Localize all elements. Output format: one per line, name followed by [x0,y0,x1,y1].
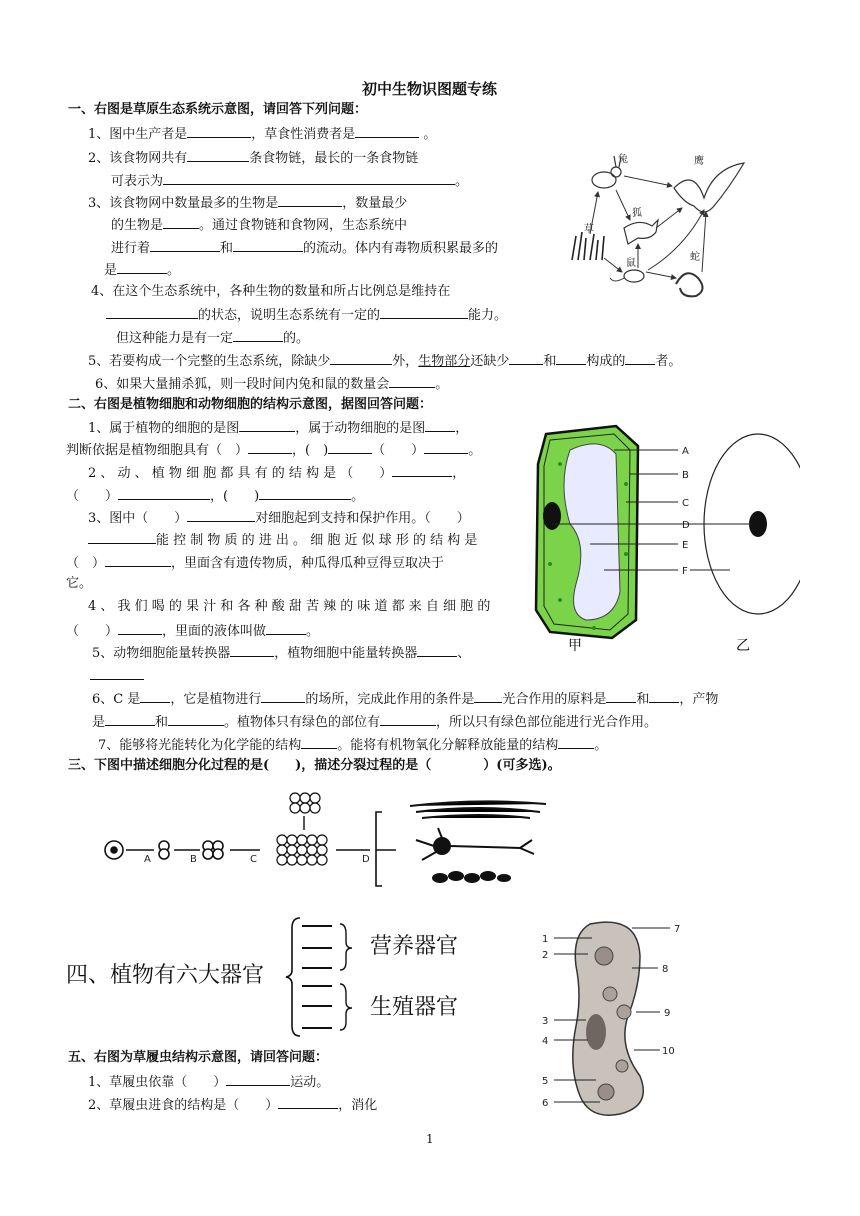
nutritive-organs-label: 营养器官 [370,934,459,959]
svg-text:3: 3 [542,1016,549,1027]
svg-text:9: 9 [664,1008,671,1019]
nerve-tissue [416,828,534,860]
label-b: B [682,470,689,481]
s1-question-3-cont-3: 是 。 [104,260,180,280]
s2-line-13: 6、C 是 ，它是植物进行 的场所，完成此作用的条件是 光合作用的原料是 和 ，产物 [92,689,718,709]
section-3-heading: 三、下图中描述细胞分化过程的是( )，描述分裂过程的是（ ）(可多选)。 [68,758,561,773]
caption-animal: 乙 [736,638,750,654]
grass-icon [572,222,604,260]
svg-text:7: 7 [674,924,681,935]
s1-question-3: 3、该食物网中数量最多的生物是 ，数量最少 [88,193,407,213]
section-4-heading: 四、植物有六大器官 [66,963,265,988]
s2-line-8: 它。 [66,576,93,591]
paramecium-figure [540,916,690,1118]
section-2-heading: 二、右图是植物细胞和动物细胞的结构示意图，据图回答问题： [68,397,433,412]
s1-question-6: 6、如果大量捕杀狐，则一段时间内兔和鼠的数量会 。 [95,374,448,394]
s2-line-9: 4 、 我 们 喝 的 果 汁 和 各 种 酸 甜 苦 辣 的 味 道 都 来 自 细 胞 的 [88,599,491,614]
svg-text:C: C [250,854,257,865]
svg-text:草: 草 [584,224,594,235]
caption-plant: 甲 [568,638,582,654]
svg-text:兔: 兔 [618,154,628,165]
svg-text:狐: 狐 [632,208,642,219]
s1-question-4: 4、在这个生态系统中，各种生物的数量和所占比例总是维持在 [91,284,451,299]
svg-text:鼠: 鼠 [626,258,636,269]
svg-text:D: D [362,854,370,865]
page-number: 1 [426,1132,434,1146]
s2-line-12 [90,666,144,686]
s2-line-14: 是 和 。植物体只有绿色的部位有 ，所以只有绿色部位能进行光合作用。 [92,712,657,732]
label-c: C [682,498,689,509]
s1-question-2-cont: 可表示为 。 [111,171,468,191]
snake-icon [676,250,703,296]
s2-line-2: 判断依据是植物细胞具有（ ） ，( ) （ ） 。 [66,440,481,460]
s1-question-4-cont: 的状态，说明生态系统有一定的 能力。 [106,305,507,325]
s2-line-15: 7、能够将光能转化为化学能的结构 。能将有机物氧化分解释放能量的结构 。 [98,735,607,755]
s2-line-10: （ ） ，里面的液体叫做 。 [66,621,319,641]
label-a: A [682,446,689,457]
muscle-tissue [410,801,546,818]
label-e: E [682,540,689,551]
rabbit-icon [592,152,628,188]
section-5-heading: 五、右图为草履虫结构示意图，请回答问题： [68,1050,329,1065]
s1-question-3-cont-1: 的生物是 。通过食物链和食物网，生态系统中 [111,215,407,235]
s5-question-1: 1、草履虫依靠（ ） 运动。 [88,1072,329,1092]
label-f: F [682,566,688,577]
svg-text:6: 6 [542,1098,549,1109]
svg-text:B: B [190,854,197,865]
cell-division-figure [100,790,550,894]
svg-text:1: 1 [542,934,549,945]
s1-question-4-cont-2: 但这种能力是有一定 的。 [116,328,309,348]
fox-icon [624,206,658,244]
svg-text:5: 5 [542,1076,549,1087]
cell-structure-figure [530,424,800,656]
s1-question-2: 2、该食物网共有 条食物链，最长的一条食物链 [88,148,418,168]
s2-line-6: 能 控 制 物 质 的 进 出 。 细 胞 近 似 球 形 的 结 构 是 [88,530,477,550]
page-title: 初中生物识图题专练 [362,80,498,98]
s2-line-3: 2 、 动 、 植 物 细 胞 都 具 有 的 结 构 是 （ ） ， [88,463,465,483]
s1-question-1: 1、图中生产者是 ，草食性消费者是 。 [88,124,436,144]
svg-text:A: A [144,854,151,865]
organs-bracket [284,914,374,1040]
s2-line-1: 1、属于植物的细胞的是图 ，属于动物细胞的是图 ， [88,418,468,438]
plant-nucleus [543,502,561,530]
svg-text:4: 4 [542,1036,549,1047]
s2-line-5: 3、图中（ ） 对细胞起到支持和保护作用。（ ） [88,508,470,528]
svg-text:10: 10 [662,1046,675,1057]
s5-question-2: 2、草履虫进食的结构是（ ） ，消化 [88,1095,377,1115]
reproductive-organs-label: 生殖器官 [370,995,459,1020]
s1-question-5: 5、若要构成一个完整的生态系统，除缺少 外，生物部分还缺少 和 构成的 者。 [88,351,681,371]
s2-line-4: （ ） ，( ) 。 [66,486,364,506]
cell-cluster [277,793,327,865]
eagle-icon [674,154,744,212]
svg-text:8: 8 [662,964,669,975]
food-web-figure [564,148,764,303]
mouse-icon [610,256,644,282]
s2-line-11: 5、动物细胞能量转换器 ，植物细胞中能量转换器 、 [92,643,470,663]
s2-line-7: （ ） ，里面含有遗传物质，种瓜得瓜种豆得豆取决于 [66,553,444,573]
svg-text:蛇: 蛇 [690,252,700,263]
label-d: D [682,520,690,531]
svg-text:鹰: 鹰 [694,156,704,167]
epithelial-tissue [432,871,511,883]
s1-question-3-cont-2: 进行着 和 的流动。体内有毒物质积累最多的 [111,238,498,258]
section-1-heading: 一、右图是草原生态系统示意图，请回答下列问题： [68,102,368,117]
svg-text:2: 2 [542,950,549,961]
